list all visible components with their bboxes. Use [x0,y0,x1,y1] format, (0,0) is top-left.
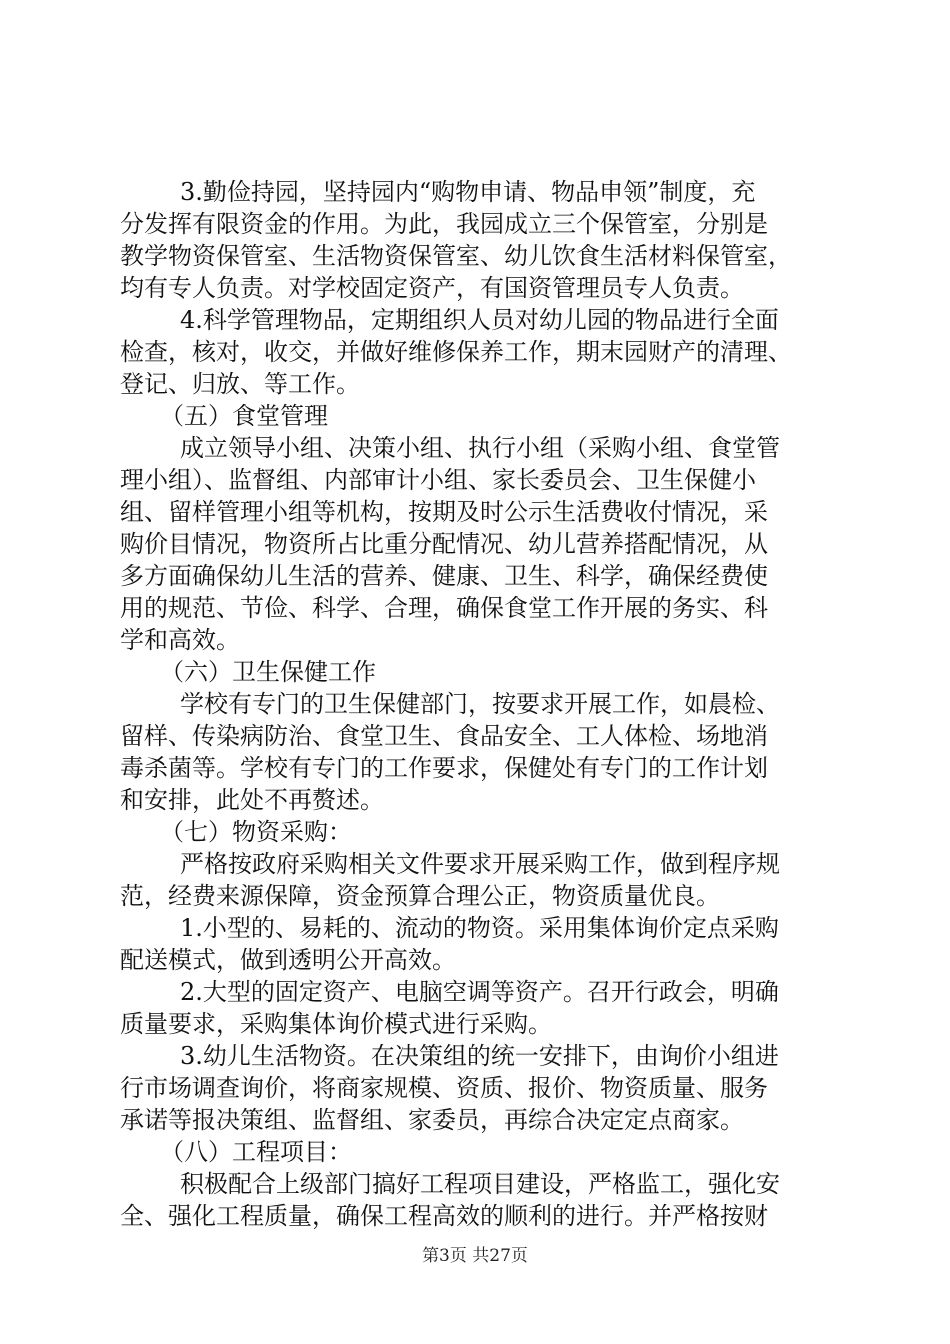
paragraph-line: 积极配合上级部门搞好工程项目建设，严格监工，强化安 [180,1170,780,1198]
paragraph-line: 4.科学管理物品，定期组织人员对幼儿园的物品进行全面 [180,306,779,334]
paragraph-line: 范，经费来源保障，资金预算合理公正，物资质量优良。 [120,882,720,910]
paragraph-line: 教学物资保管室、生活物资保管室、幼儿饮食生活材料保管室， [120,242,792,270]
paragraph-line: 检查，核对，收交，并做好维修保养工作，期末园财产的清理、 [120,338,792,366]
section-heading: （六）卫生保健工作 [160,658,376,686]
section-heading: （八）工程项目： [160,1138,352,1166]
paragraph-line: 用的规范、节俭、科学、合理，确保食堂工作开展的务实、科 [120,594,768,622]
paragraph-line: 分发挥有限资金的作用。为此，我园成立三个保管室，分别是 [120,210,768,238]
paragraph-line: 配送模式，做到透明公开高效。 [120,946,456,974]
paragraph-line: 3.幼儿生活物资。在决策组的统一安排下，由询价小组进 [180,1042,779,1070]
paragraph-line: 组、留样管理小组等机构，按期及时公示生活费收付情况，采 [120,498,768,526]
paragraph-line: 2.大型的固定资产、电脑空调等资产。召开行政会，明确 [180,978,779,1006]
paragraph-line: 留样、传染病防治、食堂卫生、食品安全、工人体检、场地消 [120,722,768,750]
paragraph-line: 严格按政府采购相关文件要求开展采购工作，做到程序规 [180,850,780,878]
paragraph-line: 承诺等报决策组、监督组、家委员，再综合决定定点商家。 [120,1106,744,1134]
paragraph-line: 登记、归放、等工作。 [120,370,360,398]
paragraph-line: 行市场调查询价，将商家规模、资质、报价、物资质量、服务 [120,1074,768,1102]
paragraph-line: 多方面确保幼儿生活的营养、健康、卫生、科学，确保经费使 [120,562,768,590]
section-heading: （七）物资采购： [160,818,352,846]
paragraph-line: 成立领导小组、决策小组、执行小组（采购小组、食堂管 [180,434,780,462]
paragraph-line: 全、强化工程质量，确保工程高效的顺利的进行。并严格按财 [120,1202,768,1230]
paragraph-line: 质量要求，采购集体询价模式进行采购。 [120,1010,552,1038]
paragraph-line: 学校有专门的卫生保健部门，按要求开展工作，如晨检、 [180,690,780,718]
paragraph-line: 3.勤俭持园，坚持园内“购物申请、物品申领”制度，充 [180,178,756,206]
paragraph-line: 购价目情况，物资所占比重分配情况、幼儿营养搭配情况，从 [120,530,768,558]
paragraph-line: 学和高效。 [120,626,240,654]
paragraph-line: 1.小型的、易耗的、流动的物资。采用集体询价定点采购 [180,914,779,942]
paragraph-line: 理小组）、监督组、内部审计小组、家长委员会、卫生保健小 [120,466,756,494]
page-footer: 第3页 共27页 [422,1246,528,1266]
paragraph-line: 均有专人负责。对学校固定资产，有国资管理员专人负责。 [120,274,744,302]
paragraph-line: 毒杀菌等。学校有专门的工作要求，保健处有专门的工作计划 [120,754,768,782]
section-heading: （五）食堂管理 [160,402,328,430]
paragraph-line: 和安排，此处不再赘述。 [120,786,384,814]
document-body [120,176,840,1232]
